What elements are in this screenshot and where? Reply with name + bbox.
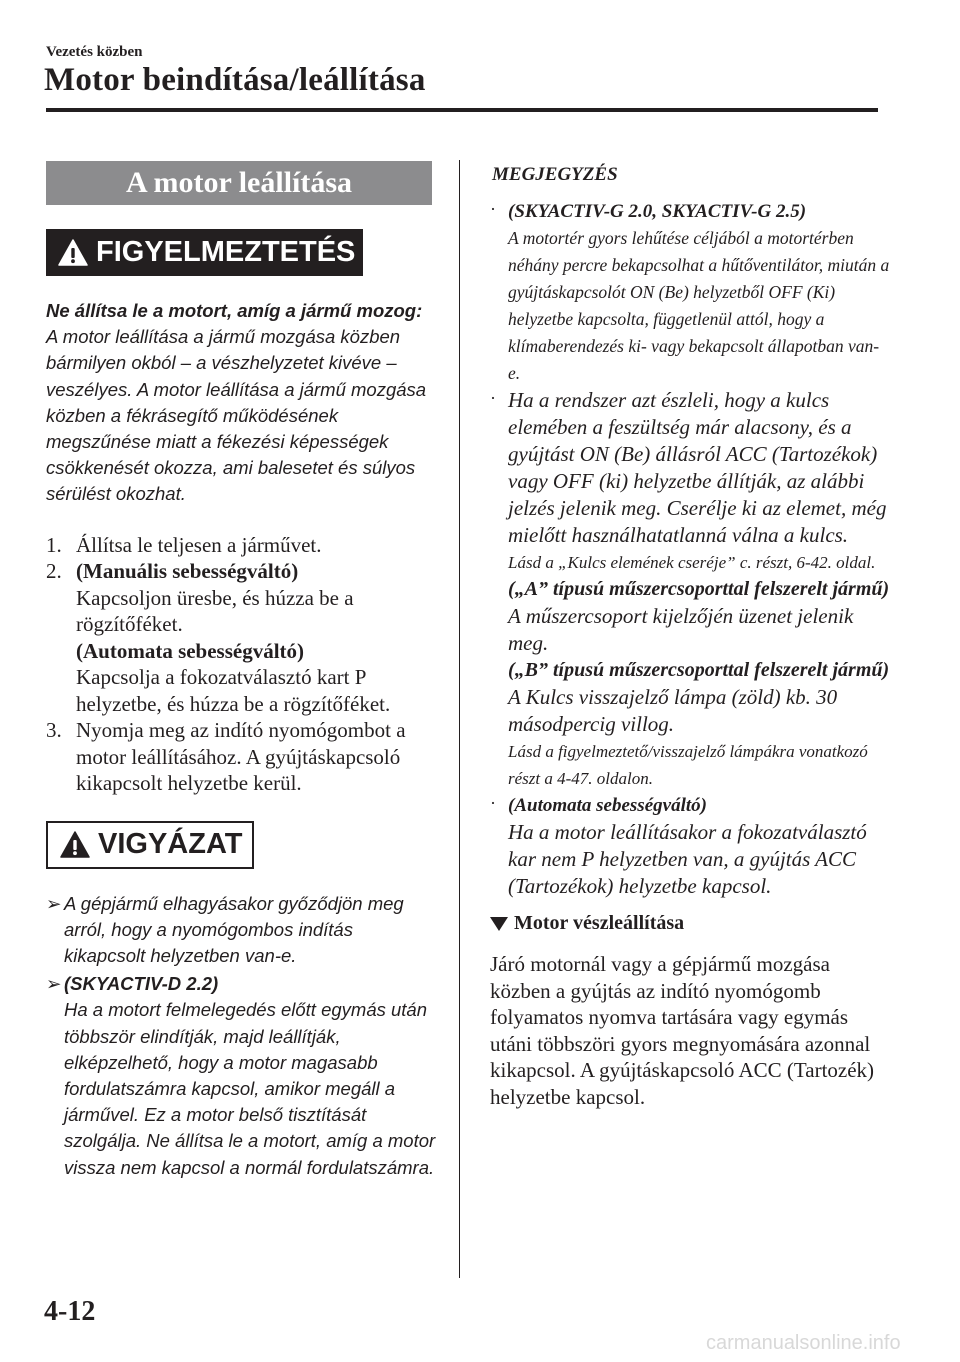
warning-box bbox=[46, 229, 363, 276]
caution-box bbox=[46, 821, 254, 869]
arrow-bullet-icon: ➢ bbox=[46, 892, 62, 914]
emergency-title: Motor vészleállítása bbox=[514, 912, 685, 934]
note-item bbox=[490, 387, 890, 792]
step-text: Kapcsolja a fokozatválasztó kart P helyzetbe, és húzza be a rögzítőféket. bbox=[76, 665, 391, 716]
bullet-dot: · bbox=[490, 793, 496, 813]
step-number: 1. bbox=[46, 532, 62, 557]
step-item bbox=[46, 717, 436, 797]
caution-triangle-icon bbox=[60, 830, 90, 860]
note-body: Ha a motor leállításakor a fokozatválasztó kar nem P helyzetben van, a gyújtás ACC (Tartozékok) helyzetbe kapcsol. bbox=[508, 820, 867, 898]
step-number: 2. bbox=[46, 559, 62, 584]
bullet-dot: · bbox=[490, 388, 496, 408]
column-divider bbox=[459, 160, 460, 1278]
section-banner: A motor leállítása bbox=[46, 161, 432, 205]
watermark: carmanualsonline.info bbox=[706, 1332, 901, 1354]
caution-item-text: A gépjármű elhagyásakor győződjön meg arról, hogy a nyomógombos indítás kikapcsolt helyzetben van-e. bbox=[64, 892, 404, 967]
note-subtext: A Kulcs visszajelző lámpa (zöld) kb. 30 másodpercig villog. bbox=[508, 685, 838, 736]
caution-item bbox=[46, 891, 436, 970]
note-head: (SKYACTIV-G 2.0, SKYACTIV-G 2.5) bbox=[508, 201, 807, 222]
page-title: Motor beindítása/leállítása bbox=[44, 62, 426, 98]
warning-lead: Ne állítsa le a motort, amíg a jármű mozog: bbox=[46, 300, 423, 321]
right-column bbox=[490, 160, 890, 1110]
caution-item bbox=[46, 971, 436, 1181]
step-item bbox=[46, 558, 436, 717]
step-text: Nyomja meg az indító nyomógombot a motor leállításához. A gyújtáskapcsoló kikapcsolt helyzetbe kerül. bbox=[76, 718, 406, 796]
emergency-heading bbox=[490, 912, 890, 935]
warning-body: A motor leállítása a jármű mozgása közben bármilyen okból – a vészhelyzetet kivéve – veszélyes. A motor leállítása a jármű mozgása közben a fékrásegítő működésének megszűnése miatt a fékezési képességek csökkenését okozza, ami balesetet és súlyos sérülést okozhat. bbox=[46, 326, 427, 505]
warning-triangle-icon bbox=[58, 238, 88, 268]
note-title: MEGJEGYZÉS bbox=[492, 164, 618, 185]
note-reference: Lásd a figyelmeztető/visszajelző lámpákra vonatkozó részt a 4-47. oldalon. bbox=[508, 742, 868, 788]
step-item bbox=[46, 532, 436, 559]
note-subtext: A műszercsoport kijelzőjén üzenet jelenik meg. bbox=[508, 604, 854, 655]
warning-label: FIGYELMEZTETÉS bbox=[96, 236, 356, 268]
warning-text bbox=[46, 298, 436, 508]
note-item bbox=[490, 792, 890, 900]
caution-item-head: (SKYACTIV-D 2.2) bbox=[64, 973, 219, 995]
note-subhead: („A” típusú műszercsoporttal felszerelt jármű) bbox=[508, 578, 890, 600]
left-column bbox=[46, 161, 436, 1183]
note-head: (Automata sebességváltó) bbox=[508, 795, 707, 816]
caution-item-text: Ha a motort felmelegedés előtt egymás után többször elindítják, majd leállítják, elképzelhető, hogy a motor magasabb fordulatszámra kapcsol, amikor megáll a járművel. Ez a motor belső tisztítását szolgálja. Ne állítsa le a motort, amíg a motor vissza nem kapcsol a normál fordulatszámra. bbox=[64, 999, 436, 1178]
step-text: Kapcsoljon üresbe, és húzza be a rögzítőféket. bbox=[76, 585, 354, 637]
step-subheading: (Manuális sebességváltó) bbox=[76, 559, 299, 584]
note-body: A motortér gyors lehűtése céljából a motortérben néhány percre bekapcsolhat a hűtőventilátor, miután a gyújtáskapcsolót ON (Be) helyzetből OFF (Ki) helyzetbe kapcsolta, függetlenül attól, hogy a klímaberendezés ki- vagy bekapcsolt állapotban van-e. bbox=[508, 228, 890, 383]
caution-list bbox=[46, 891, 436, 1181]
note-body: Ha a rendszer azt észleli, hogy a kulcs elemében a feszültség már alacsony, és a gyújtást ON (Be) állásról ACC (Tartozékok) vagy OFF (ki) helyzetbe állítják, az alábbi jelzés jelenik meg. Cserélje ki az elemet, még mielőtt használhatatlanná válna a kulcs. bbox=[508, 388, 887, 547]
bullet-dot: · bbox=[490, 199, 496, 219]
emergency-body: Járó motornál vagy a gépjármű mozgása közben a gyújtás az indító nyomógomb folyamatos nyomva tartására vagy egymás utáni többszöri gyors megnyomására azonnal kikapcsol. A gyújtáskapcsoló ACC (Tartozék) helyzetbe kapcsol. bbox=[490, 952, 875, 1109]
note-subhead: („B” típusú műszercsoporttal felszerelt jármű) bbox=[508, 659, 890, 681]
header-rule bbox=[46, 108, 878, 112]
step-subheading: (Automata sebességváltó) bbox=[76, 638, 305, 663]
page-number: 4-12 bbox=[44, 1296, 96, 1327]
caution-label: VIGYÁZAT bbox=[98, 828, 243, 861]
note-list bbox=[490, 198, 890, 900]
triangle-down-icon bbox=[490, 917, 508, 931]
note-reference: Lásd a „Kulcs elemének cseréje” c. részt, 6-42. oldal. bbox=[508, 553, 876, 572]
section-label: Vezetés közben bbox=[46, 44, 143, 60]
step-number: 3. bbox=[46, 718, 62, 743]
arrow-bullet-icon: ➢ bbox=[46, 973, 62, 995]
step-text: Állítsa le teljesen a járművet. bbox=[76, 532, 322, 557]
note-item bbox=[490, 198, 890, 387]
steps-list bbox=[46, 532, 436, 797]
